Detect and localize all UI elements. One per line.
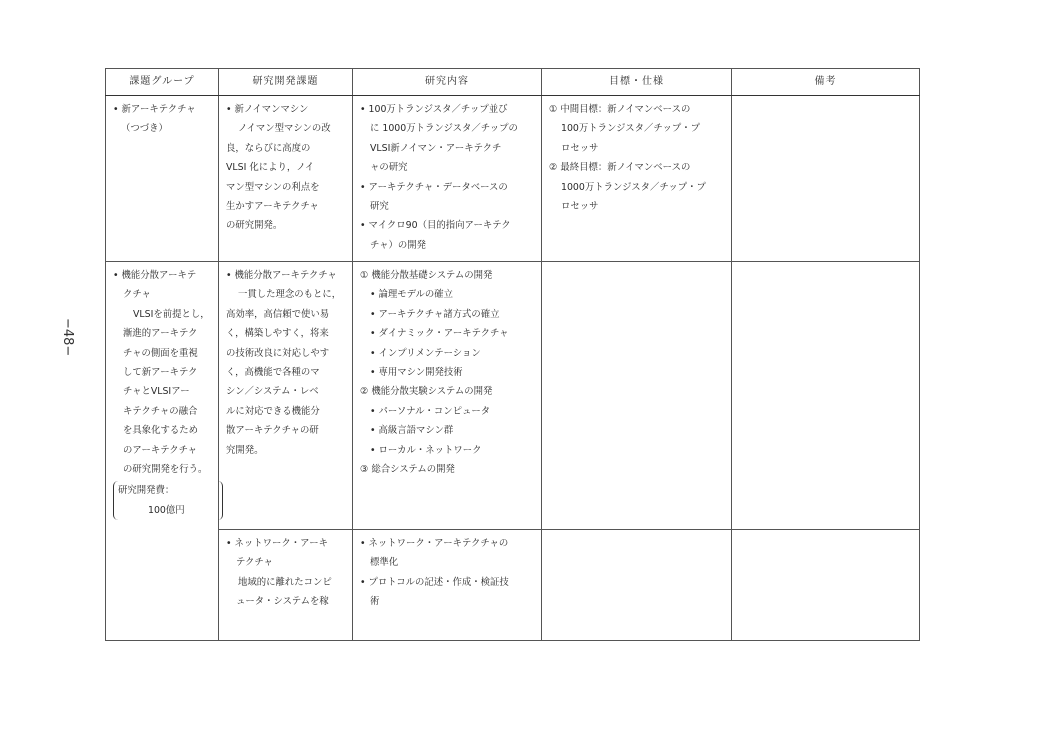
header-theme: 研究開発課題 — [219, 69, 353, 96]
table-row — [106, 96, 920, 262]
cell-group: • 新アーキテクチャ （つづき） — [106, 96, 219, 262]
cell-content: • 100万トランジスタ／チップ並び に 1000万トランジスタ／チップの VLSI新ノイマン・アーキテクチ ャの研究 • アーキテクチャ・データベースの 研究 • マイクロ90（目的指向アーキテク チャ）の開発 — [353, 96, 542, 262]
cell-remarks — [732, 530, 920, 641]
table-header-row — [106, 69, 920, 96]
research-table — [105, 68, 920, 641]
header-target: 目標・仕様 — [542, 69, 732, 96]
cell-target — [542, 530, 732, 641]
cell-theme: • ネットワーク・アーキ テクチャ 地域的に離れたコンピ ュータ・システムを稼 — [219, 530, 353, 641]
cell-target: ① 中間目標：新ノイマンベースの 100万トランジスタ／チップ・プ ロセッサ ② 最終目標：新ノイマンベースの 1000万トランジスタ／チップ・プ ロセッサ — [542, 96, 732, 262]
header-remarks: 備考 — [732, 69, 920, 96]
table-row — [106, 262, 920, 530]
cell-remarks — [732, 262, 920, 530]
budget-label: 研究開発費： — [118, 485, 175, 497]
page-number: −48− — [60, 318, 75, 357]
cell-content: ① 機能分散基礎システムの開発 • 論理モデルの確立 • アーキテクチャ諸方式の確立 • ダイナミック・アーキテクチャ • インプリメンテーション • 専用マシン開発技術 ② 機能分散実験システムの開発 • パーソナル・コンピュータ • 高級言語マシン群 • ローカル・ネットワーク ③ 総合システムの開発 — [353, 262, 542, 530]
cell-content: • ネットワーク・アーキテクチャの 標準化 • プロトコルの記述・作成・検証技 術 — [353, 530, 542, 641]
header-content: 研究内容 — [353, 69, 542, 96]
budget-value: 100億円 — [148, 504, 185, 516]
cell-theme: • 新ノイマンマシン ノイマン型マシンの改 良，ならびに高度の VLSI 化により，ノイ マン型マシンの利点を 生かすアーキテクチャ の研究開発。 — [219, 96, 353, 262]
cell-remarks — [732, 96, 920, 262]
header-group: 課題グループ — [106, 69, 219, 96]
budget-bracket — [113, 481, 223, 520]
cell-target — [542, 262, 732, 530]
cell-theme: • 機能分散アーキテクチャ 一貫した理念のもとに， 高効率，高信頼で使い易 く，構築しやすく，将来 の技術改良に対応しやす く，高機能で各種のマ シン／システム・レベ ルに対応できる機能分 散アーキテクチャの研 究開発。 — [219, 262, 353, 530]
table-row — [106, 530, 920, 641]
cell-group: • 機能分散アーキテ クチャ VLSIを前提とし， 漸進的アーキテク チャの側面を重視 して新アーキテク チャとVLSIアー キテクチャの融合 を具象化するため のアーキテクチャ の研究開発を行う。 研究開発費： 100億円 — [106, 262, 219, 641]
